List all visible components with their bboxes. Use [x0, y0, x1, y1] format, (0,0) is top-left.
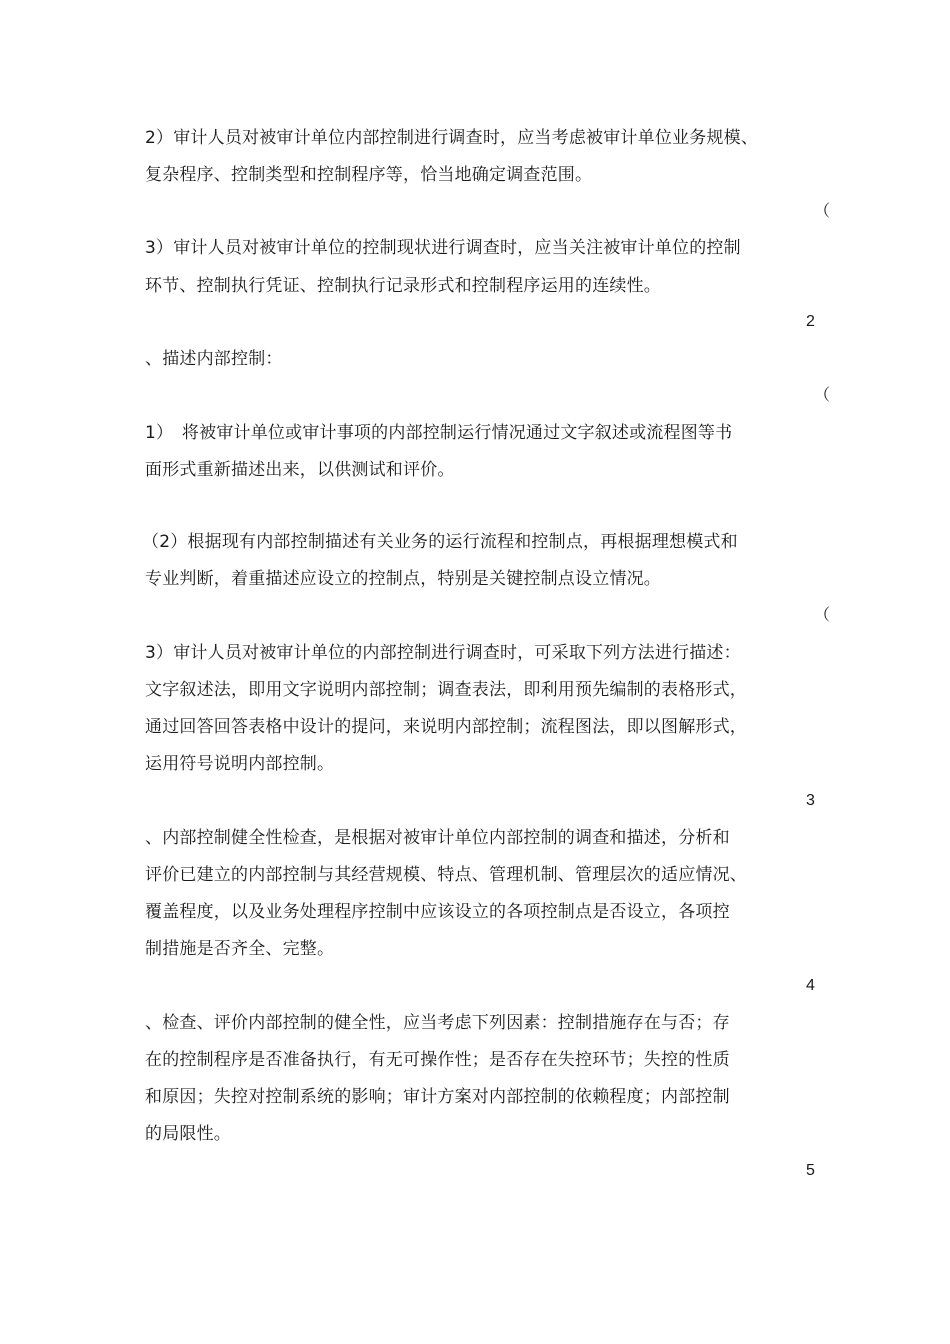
text-line: 复杂程序、控制类型和控制程序等，恰当地确定调查范围。 [145, 165, 593, 185]
section-number: 2 [806, 313, 815, 330]
text-line: 3）审计人员对被审计单位的内部控制进行调查时，可采取下列方法进行描述： [145, 643, 741, 663]
paren-marker: （ [814, 607, 831, 624]
text-line: 运用符号说明内部控制。 [145, 754, 335, 774]
text-line: 3）审计人员对被审计单位的控制现状进行调查时，应当关注被审计单位的控制 [145, 238, 741, 258]
text-line: 制措施是否齐全、完整。 [145, 939, 335, 959]
section-number: 4 [806, 977, 815, 994]
text-line: 评价已建立的内部控制与其经营规模、特点、管理机制、管理层次的适应情况、 [145, 865, 747, 885]
text-line: 在的控制程序是否准备执行，有无可操作性；是否存在失控环节；失控的性质 [145, 1050, 730, 1070]
section-heading: 、描述内部控制： [145, 349, 283, 369]
text-line: 专业判断，着重描述应设立的控制点，特别是关键控制点设立情况。 [145, 569, 661, 589]
text-line: 通过回答回答表格中设计的提问，来说明内部控制；流程图法，即以图解形式， [145, 717, 747, 737]
paren-marker: （ [814, 387, 831, 404]
text-line: 、内部控制健全性检查，是根据对被审计单位内部控制的调查和描述，分析和 [145, 828, 730, 848]
text-line: 环节、控制执行凭证、控制执行记录形式和控制程序运用的连续性。 [145, 276, 661, 296]
section-number: 5 [806, 1162, 815, 1179]
text-line: 和原因；失控对控制系统的影响；审计方案对内部控制的依赖程度；内部控制 [145, 1087, 730, 1107]
text-line: 1） 将被审计单位或审计事项的内部控制运行情况通过文字叙述或流程图等书 [145, 423, 733, 443]
paren-marker: （ [814, 203, 831, 220]
text-line: 文字叙述法，即用文字说明内部控制；调查表法，即利用预先编制的表格形式， [145, 680, 747, 700]
text-line: 2）审计人员对被审计单位内部控制进行调查时，应当考虑被审计单位业务规模、 [145, 128, 759, 148]
text-line: 的局限性。 [145, 1124, 231, 1144]
text-line: （2）根据现有内部控制描述有关业务的运行流程和控制点，再根据理想模式和 [142, 532, 738, 552]
section-number: 3 [806, 792, 815, 809]
text-line: 、检查、评价内部控制的健全性，应当考虑下列因素：控制措施存在与否；存 [145, 1013, 730, 1033]
text-line: 面形式重新描述出来，以供测试和评价。 [145, 460, 455, 480]
text-line: 覆盖程度，以及业务处理程序控制中应该设立的各项控制点是否设立，各项控 [145, 902, 730, 922]
